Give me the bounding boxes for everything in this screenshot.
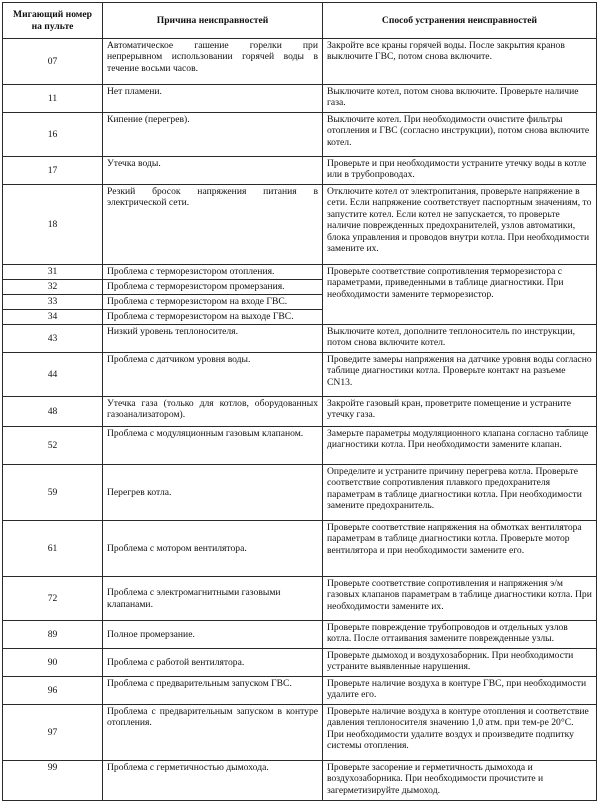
fix-cell: Выключите котел, дополните теплоноситель по инструкции, потом снова включите котел. [323, 325, 597, 353]
code-cell: 89 [3, 621, 103, 649]
cause-cell: Резкий бросок напряжения питания в электрической сети. [103, 185, 323, 265]
fault-code-table [2, 2, 597, 801]
code-cell: 44 [3, 353, 103, 397]
table-row [3, 353, 597, 397]
table-row [3, 649, 597, 677]
cause-cell: Перегрев котла. [103, 465, 323, 521]
code-cell: 59 [3, 465, 103, 521]
table-row [3, 427, 597, 465]
code-cell: 11 [3, 85, 103, 113]
cause-cell: Проблема с электромагнитными газовыми клапанами. [103, 577, 323, 621]
code-cell: 97 [3, 705, 103, 761]
table-row [3, 85, 597, 113]
cause-cell: Проблема с работой вентилятора. [103, 649, 323, 677]
fix-cell: Проверьте дымоход и воздухозаборник. При необходимости устраните выявленные нарушения. [323, 649, 597, 677]
fix-cell: Выключите котел. При необходимости очистите фильтры отопления и ГВС (согласно инструкции), потом снова включите котел. [323, 113, 597, 157]
fix-cell: Проверьте повреждение трубопроводов и отдельных узлов котла. После оттаивания замените поврежденные узлы. [323, 621, 597, 649]
code-cell: 18 [3, 185, 103, 265]
fix-cell: Проверьте наличие воздуха в контуре отопления и соответствие давления теплоносителя значению 1,0 атм. при тем-ре 20°С. При необходимости удалите воздух и произведите подпитку системы отопления. [323, 705, 597, 761]
table-row [3, 185, 597, 265]
code-cell: 32 [3, 280, 103, 295]
fix-cell: Закройте газовый кран, проветрите помещение и устраните утечку газа. [323, 397, 597, 427]
table-row [3, 677, 597, 705]
cause-cell: Проблема с предварительным запуском ГВС. [103, 677, 323, 705]
fix-cell: Проверьте засорение и герметичность дымохода и воздухозаборника. При необходимости прочистите и загерметизируйте дымоход. [323, 761, 597, 801]
cause-cell: Утечка воды. [103, 157, 323, 185]
fix-cell: Замерьте параметры модуляционного клапана согласно таблице диагностики котла. При необходимости замените клапан. [323, 427, 597, 465]
cause-cell: Утечка газа (только для котлов, оборудованных газоанализатором). [103, 397, 323, 427]
code-cell: 48 [3, 397, 103, 427]
table-row [3, 465, 597, 521]
cause-cell: Проблема с терморезистором отопления. [103, 265, 323, 280]
table-row [3, 265, 597, 280]
fix-cell: Отключите котел от электропитания, проверьте напряжение в сети. Если напряжение соответствует паспортным значениям, то запустите котел. Если котел не запускается, то проверьте наличие поврежденных предохранителей, узлов автоматики, блока управления и проводов внутри котла. При необходимости замените их. [323, 185, 597, 265]
fix-cell: Проверьте наличие воздуха в контуре ГВС, при необходимости удалите его. [323, 677, 597, 705]
table-row [3, 325, 597, 353]
fix-cell: Проверьте и при необходимости устраните утечку воды в котле или в трубопроводах. [323, 157, 597, 185]
fix-cell: Выключите котел, потом снова включите. Проверьте наличие газа. [323, 85, 597, 113]
cause-cell: Кипение (перегрев). [103, 113, 323, 157]
code-cell: 17 [3, 157, 103, 185]
code-cell: 90 [3, 649, 103, 677]
code-cell: 34 [3, 310, 103, 325]
code-cell: 16 [3, 113, 103, 157]
table-row [3, 621, 597, 649]
code-cell: 07 [3, 39, 103, 85]
fix-cell: Проведите замеры напряжения на датчике уровня воды согласно таблице диагностики котла. Проверьте контакт на разъеме CN13. [323, 353, 597, 397]
code-cell: 96 [3, 677, 103, 705]
code-cell: 99 [3, 761, 103, 801]
cause-cell: Нет пламени. [103, 85, 323, 113]
table-row [3, 113, 597, 157]
table-row [3, 705, 597, 761]
code-cell: 31 [3, 265, 103, 280]
fix-cell: Определите и устраните причину перегрева котла. Проверьте соответствие сопротивления плавкого предохранителя параметрам в таблице диагностики котла. При необходимости замените предохранитель. [323, 465, 597, 521]
code-cell: 43 [3, 325, 103, 353]
cause-cell: Проблема с датчиком уровня воды. [103, 353, 323, 397]
fix-cell: Закройте все краны горячей воды. После закрытия кранов выключите ГВС, потом снова включите. [323, 39, 597, 85]
cause-cell: Проблема с модуляционным газовым клапаном. [103, 427, 323, 465]
code-cell: 33 [3, 295, 103, 310]
cause-cell: Проблема с терморезистором на входе ГВС. [103, 295, 323, 310]
fix-cell: Проверьте соответствие напряжения на обмотках вентилятора параметрам в таблице диагностики котла. Проверьте мотор вентилятора и при необходимости замените его. [323, 521, 597, 577]
header-cause: Причина неисправностей [103, 3, 323, 39]
table-row [3, 521, 597, 577]
fix-cell: Проверьте соответствие сопротивления и напряжения э/м газовых клапанов параметрам в таблице диагностики котла. При необходимости замените их. [323, 577, 597, 621]
cause-cell: Проблема с герметичностью дымохода. [103, 761, 323, 801]
cause-cell: Полное промерзание. [103, 621, 323, 649]
fault-code-document [2, 2, 596, 796]
table-header-row [3, 3, 597, 39]
cause-cell: Проблема с предварительным запуском в контуре отопления. [103, 705, 323, 761]
cause-cell: Проблема с терморезистором на выходе ГВС. [103, 310, 323, 325]
code-cell: 72 [3, 577, 103, 621]
cause-cell: Низкий уровень теплоносителя. [103, 325, 323, 353]
code-cell: 52 [3, 427, 103, 465]
table-row [3, 157, 597, 185]
cause-cell: Проблема с терморезистором промерзания. [103, 280, 323, 295]
table-row [3, 39, 597, 85]
table-row [3, 761, 597, 801]
fix-cell-shared: Проверьте соответствие сопротивления терморезистора с параметрами, приведенными в таблице диагностики. При необходимости замените терморезистор. [323, 265, 597, 325]
header-fix: Способ устранения неисправностей [323, 3, 597, 39]
table-row [3, 397, 597, 427]
cause-cell: Проблема с мотором вентилятора. [103, 521, 323, 577]
header-code: Мигающий номер на пульте [3, 3, 103, 39]
table-row [3, 577, 597, 621]
code-cell: 61 [3, 521, 103, 577]
cause-cell: Автоматическое гашение горелки при непрерывном использовании горячей воды в течение восьми часов. [103, 39, 323, 85]
